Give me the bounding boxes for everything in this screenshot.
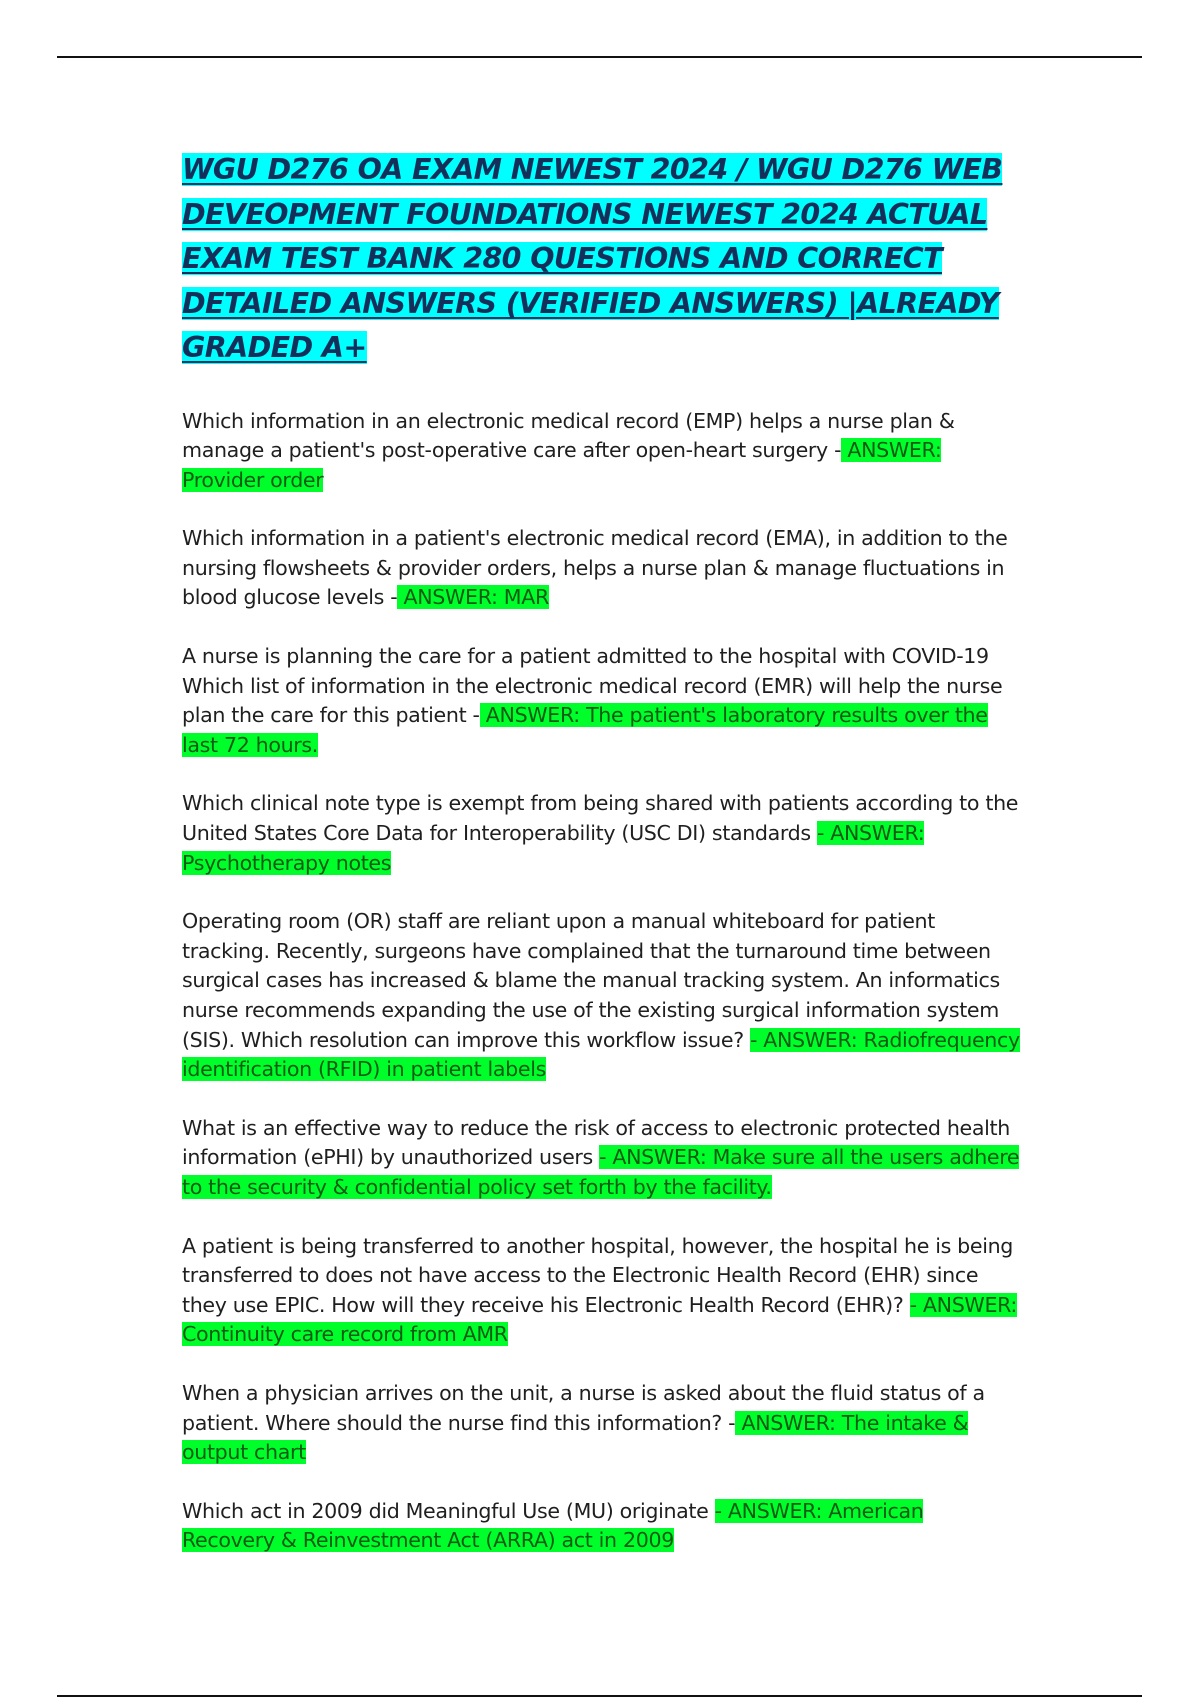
qa-item-3 [182,642,1022,760]
header-rule [57,56,1142,58]
answer-highlight: ANSWER: MAR [397,585,549,610]
question-text: A nurse is planning the care for a patient admitted to the hospital with COVID-19 Which list of information in the electronic medical record (EMR) will help the nurse plan the care for this patient - [182,644,1003,728]
answer-highlight: ANSWER: Provider order [182,438,942,492]
question-text: Which information in a patient's electronic medical record (EMA), in addition to the nursing flowsheets & provider orders, helps a nurse plan & manage fluctuations in blood glucose levels - [182,526,1008,610]
qa-item-1 [182,407,1022,496]
qa-item-5 [182,907,1022,1085]
footer-rule [57,1695,1142,1697]
document-title [182,148,1022,371]
answer-highlight: - ANSWER: Continuity care record from AMR [182,1292,1018,1347]
answer-highlight: - ANSWER: Radiofrequency identification (RFID) in patient labels [182,1027,1020,1082]
qa-item-2 [182,524,1022,613]
qa-item-9 [182,1497,1022,1556]
question-text: Which act in 2009 did Meaningful Use (MU) originate [182,1498,715,1523]
answer-highlight: - ANSWER: American Recovery & Reinvestment Act (ARRA) act in 2009 [182,1498,924,1553]
answer-highlight: ANSWER: The patient's laboratory results over the last 72 hours. [182,703,988,757]
document-body [182,148,1022,1585]
document-title-text: WGU D276 OA EXAM NEWEST 2024 / WGU D276 WEB DEVEOPMENT FOUNDATIONS NEWEST 2024 ACTUAL EXAM TEST BANK 280 QUESTIONS AND CORRECT DETAILED ANSWERS (VERIFIED ANSWERS) |ALREADY GRADED A+ [182,153,1003,364]
qa-item-4 [182,789,1022,878]
question-text: A patient is being transferred to another hospital, however, the hospital he is being transferred to does not have access to the Electronic Health Record (EHR) since they use EPIC. How will they receive his Electronic Health Record (EHR)? [182,1233,1014,1317]
answer-highlight: ANSWER: The intake & output chart [182,1410,969,1465]
question-text: What is an effective way to reduce the risk of access to electronic protected health information (ePHI) by unauthorized users [182,1115,1010,1170]
qa-item-7 [182,1232,1022,1350]
question-text: Operating room (OR) staff are reliant upon a manual whiteboard for patient tracking. Recently, surgeons have complained that the turnaround time between surgical cases has increased & blame the manual tracking system. An informatics nurse recommends expanding the use of the existing surgical information system (SIS). Which resolution can improve this workflow issue? [182,909,1000,1052]
answer-highlight: - ANSWER: Psychotherapy notes [182,821,925,875]
qa-item-6 [182,1114,1022,1203]
question-text: Which clinical note type is exempt from being shared with patients according to the United States Core Data for Interoperability (USC DI) standards [182,791,1019,846]
question-text: Which information in an electronic medical record (EMP) helps a nurse plan & manage a patient's post-operative care after open-heart surgery - [182,408,955,463]
answer-highlight: - ANSWER: Make sure all the users adhere to the security & confidential policy set forth by the facility. [182,1145,1020,1199]
question-text: When a physician arrives on the unit, a nurse is asked about the fluid status of a patient. Where should the nurse find this information? - [182,1380,985,1435]
qa-item-8 [182,1379,1022,1468]
